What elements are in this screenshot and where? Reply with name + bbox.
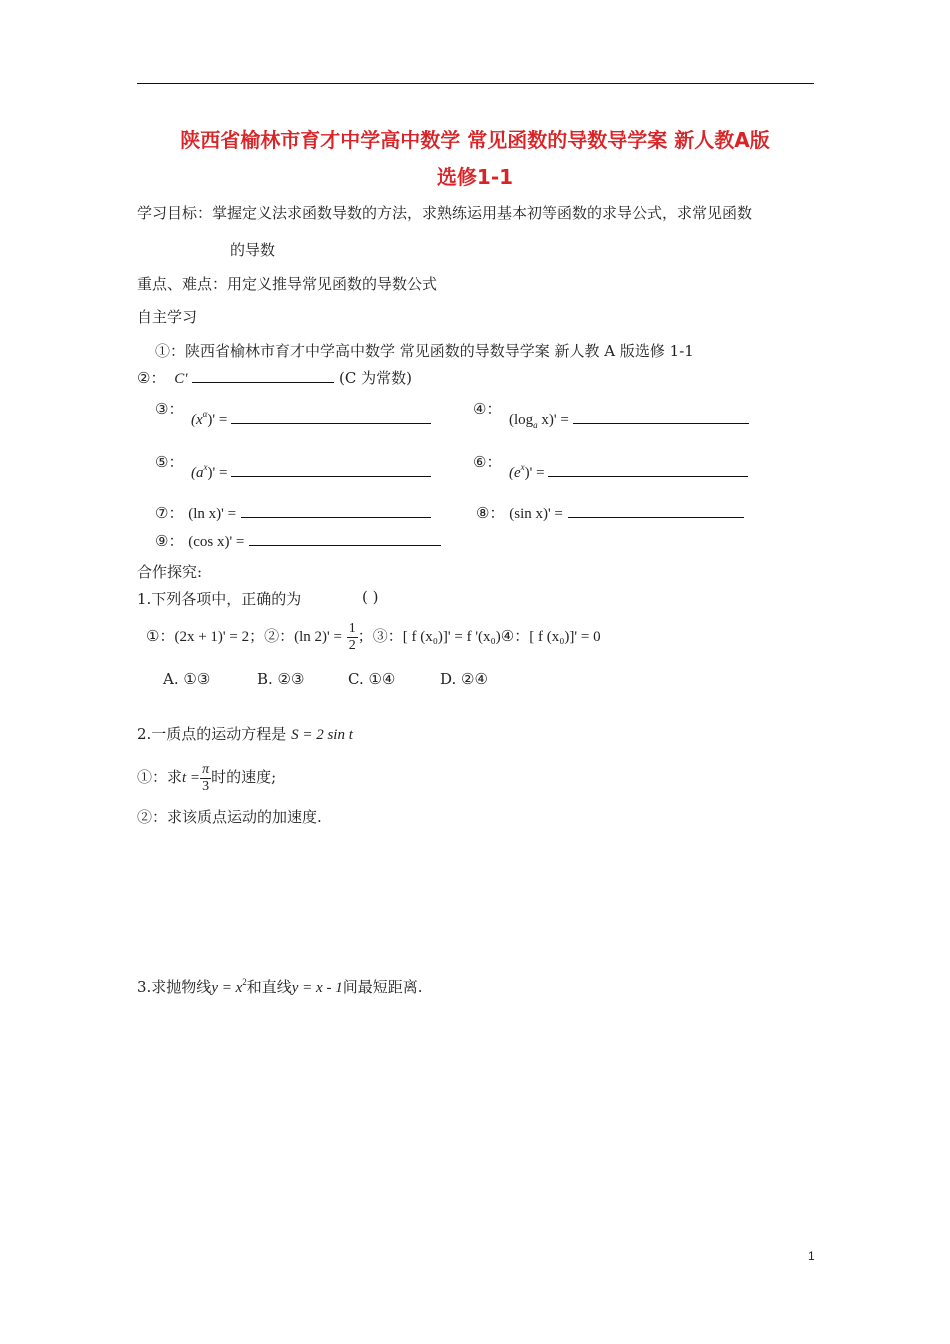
question-2-part-1 xyxy=(137,757,276,797)
statement-3-expr: [ f (x₀)]' = f '(x₀) xyxy=(402,629,501,645)
fraction-pi-over-3 xyxy=(200,762,211,795)
parabola-expr: y = x xyxy=(211,980,243,996)
self-study-item-9 xyxy=(155,530,441,551)
part-1-suffix: 时的速度; xyxy=(211,768,277,786)
question-2-text: 2.一质点的运动方程是 xyxy=(137,725,287,743)
item-8-label: ⑧： xyxy=(476,504,505,522)
cooperation-heading: 合作探究: xyxy=(137,563,203,581)
question-2-stem xyxy=(137,723,353,744)
self-study-item-4-label: ④： xyxy=(473,400,502,418)
item-2-expr: C' xyxy=(174,371,188,387)
fraction-one-half xyxy=(347,621,358,654)
question-1-answer-paren: ( ) xyxy=(362,588,379,606)
statement-1-expr: (2x + 1)' = 2 xyxy=(174,629,250,645)
item-8-expr: (sin x)' = xyxy=(509,506,563,522)
part-1-prefix: ①：求 xyxy=(137,768,183,786)
item-6-tail: )' = xyxy=(524,465,545,481)
item-5-tail: )' = xyxy=(207,465,228,481)
item-9-blank[interactable] xyxy=(249,531,441,546)
question-3-suffix: 间最短距离. xyxy=(342,978,423,996)
item-8-blank[interactable] xyxy=(568,503,744,518)
statement-3-label: ；③： xyxy=(357,627,403,645)
question-3-middle: 和直线 xyxy=(246,978,292,996)
part-1-variable: t = xyxy=(182,770,201,786)
statement-2-expr: (ln 2)' = xyxy=(294,629,342,645)
item-5-sup: x xyxy=(203,462,208,472)
self-study-heading: 自主学习 xyxy=(137,308,198,326)
statement-1-label: ①： xyxy=(146,627,175,645)
item-3-expr: (x xyxy=(191,412,203,428)
item-4-tail: x)' = xyxy=(537,412,569,428)
self-study-item-4 xyxy=(509,409,749,429)
fraction-denominator: 3 xyxy=(202,778,210,794)
item-4-expr: (log xyxy=(509,412,534,428)
item-9-label: ⑨： xyxy=(155,532,184,550)
item-4-blank[interactable] xyxy=(573,409,749,424)
fraction-numerator: 1 xyxy=(348,620,356,636)
item-6-sup: x xyxy=(520,462,525,472)
learning-objectives-continuation: 的导数 xyxy=(230,241,276,259)
item-3-blank[interactable] xyxy=(231,409,431,424)
learning-objectives: 学习目标：掌握定义法求函数导数的方法，求熟练运用基本初等函数的求导公式，求常见函数 xyxy=(137,204,753,222)
item-3-sup: α xyxy=(202,409,208,419)
line-expr: y = x - 1 xyxy=(291,980,343,996)
self-study-item-3 xyxy=(191,409,431,429)
question-1-option-d[interactable]: D. ②④ xyxy=(440,670,488,688)
page-number: 1 xyxy=(808,1249,815,1263)
item-9-expr: (cos x)' = xyxy=(188,534,245,550)
item-3-tail: )' = xyxy=(207,412,228,428)
self-study-item-6-label: ⑥： xyxy=(473,453,502,471)
document-title-line2: 选修1-1 xyxy=(436,165,514,189)
question-1-option-c[interactable]: C. ①④ xyxy=(348,670,396,688)
item-6-expr: (e xyxy=(509,465,521,481)
question-1-option-b[interactable]: B. ②③ xyxy=(257,670,305,688)
question-2-part-2: ②：求该质点运动的加速度. xyxy=(137,808,322,826)
self-study-item-1: ①：陕西省榆林市育才中学高中数学 常见函数的导数导学案 新人教 A 版选修 1-1 xyxy=(155,342,694,360)
question-3 xyxy=(137,976,422,997)
item-7-label: ⑦： xyxy=(155,504,184,522)
question-1-statements xyxy=(146,619,601,653)
question-1-option-a[interactable]: A. ①③ xyxy=(163,670,211,688)
fraction-numerator: π xyxy=(202,761,210,777)
item-5-expr: (a xyxy=(191,465,204,481)
self-study-item-5-label: ⑤： xyxy=(155,453,184,471)
statement-4-expr: [ f (x₀)]' = 0 xyxy=(529,629,601,645)
question-2-equation: S = 2 sin t xyxy=(291,727,353,743)
self-study-item-2 xyxy=(137,367,412,388)
item-7-expr: (ln x)' = xyxy=(188,506,237,522)
item-4-sub: a xyxy=(533,420,538,430)
self-study-item-5 xyxy=(191,462,431,482)
fraction-denominator: 2 xyxy=(348,637,356,653)
item-6-blank[interactable] xyxy=(548,462,748,477)
header-rule xyxy=(137,83,814,84)
focus-difficulty: 重点、难点：用定义推导常见函数的导数公式 xyxy=(137,275,438,293)
self-study-item-3-label: ③： xyxy=(155,400,184,418)
self-study-item-6 xyxy=(509,462,748,482)
statement-2-label: ；②： xyxy=(249,627,295,645)
item-2-label: ②： xyxy=(137,369,166,387)
item-7-blank[interactable] xyxy=(241,503,431,518)
question-3-prefix: 3.求抛物线 xyxy=(137,978,212,996)
item-2-note: (C 为常数) xyxy=(339,369,412,387)
statement-4-label: ④： xyxy=(500,627,530,645)
self-study-item-7 xyxy=(155,502,431,523)
item-2-blank[interactable] xyxy=(192,368,334,383)
question-1-stem: 1.下列各项中，正确的为 xyxy=(137,590,302,608)
self-study-item-8 xyxy=(476,502,744,523)
parabola-exponent: 2 xyxy=(242,977,247,987)
item-5-blank[interactable] xyxy=(231,462,431,477)
document-title-line1: 陕西省榆林市育才中学高中数学 常见函数的导数导学案 新人教A版 xyxy=(180,128,770,152)
